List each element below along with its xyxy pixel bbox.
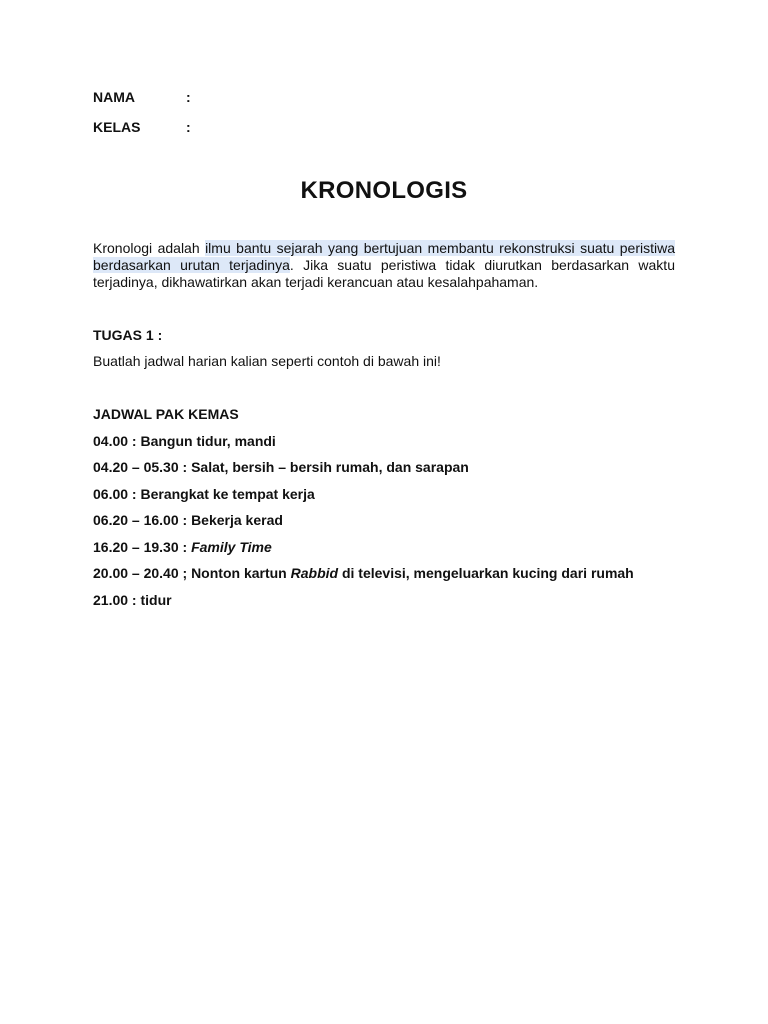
intro-paragraph	[93, 240, 675, 291]
kelas-field-row	[93, 118, 675, 136]
intro-suffix: . Jika suatu peristiwa tidak diurutkan berdasarkan waktu terjadinya, dikhawatirkan akan terjadi kerancuan atau kesalahpahaman.	[93, 257, 675, 290]
schedule-item-italic: Rabbid	[290, 565, 339, 581]
schedule-list	[93, 433, 675, 609]
nama-colon: :	[186, 89, 191, 105]
schedule-item	[93, 512, 675, 529]
intro-prefix: Kronologi adalah	[93, 240, 206, 256]
schedule-item-text: 04.20 – 05.30 : Salat, bersih – bersih rumah, dan sarapan	[93, 459, 469, 475]
schedule-item	[93, 539, 675, 556]
intro-highlight: ilmu bantu sejarah yang bertujuan membantu rekonstruksi suatu peristiwa berdasarkan urutan terjadinya	[93, 240, 675, 273]
document-title: KRONOLOGIS	[300, 177, 468, 204]
schedule-item-text: 04.00 : Bangun tidur, mandi	[93, 432, 276, 449]
schedule-item	[93, 565, 675, 582]
nama-field-row	[93, 88, 675, 106]
kelas-label: KELAS	[93, 119, 141, 135]
schedule-item-text: 06.00 : Berangkat ke tempat kerja	[93, 485, 315, 502]
schedule-item-text: 06.20 – 16.00 : Bekerja kerad	[93, 512, 283, 528]
schedule-item-text: 21.00 : tidur	[93, 591, 172, 608]
document-content	[93, 88, 675, 609]
nama-label: NAMA	[93, 89, 135, 105]
schedule-item-text: 20.00 – 20.40 ; Nonton kartun	[93, 565, 291, 581]
kelas-colon: :	[186, 119, 191, 135]
schedule-item-italic: Family Time	[191, 538, 272, 555]
schedule-title: JADWAL PAK KEMAS	[93, 406, 239, 422]
schedule-item	[93, 592, 675, 609]
schedule-item	[93, 433, 675, 450]
schedule-item-after: di televisi, mengeluarkan kucing dari rumah	[338, 565, 634, 581]
task-label: TUGAS 1 :	[93, 327, 163, 343]
schedule-item	[93, 486, 675, 503]
task-instruction: Buatlah jadwal harian kalian seperti contoh di bawah ini!	[93, 353, 441, 369]
schedule-item-text: 16.20 – 19.30 :	[93, 538, 192, 555]
schedule-item	[93, 459, 675, 476]
